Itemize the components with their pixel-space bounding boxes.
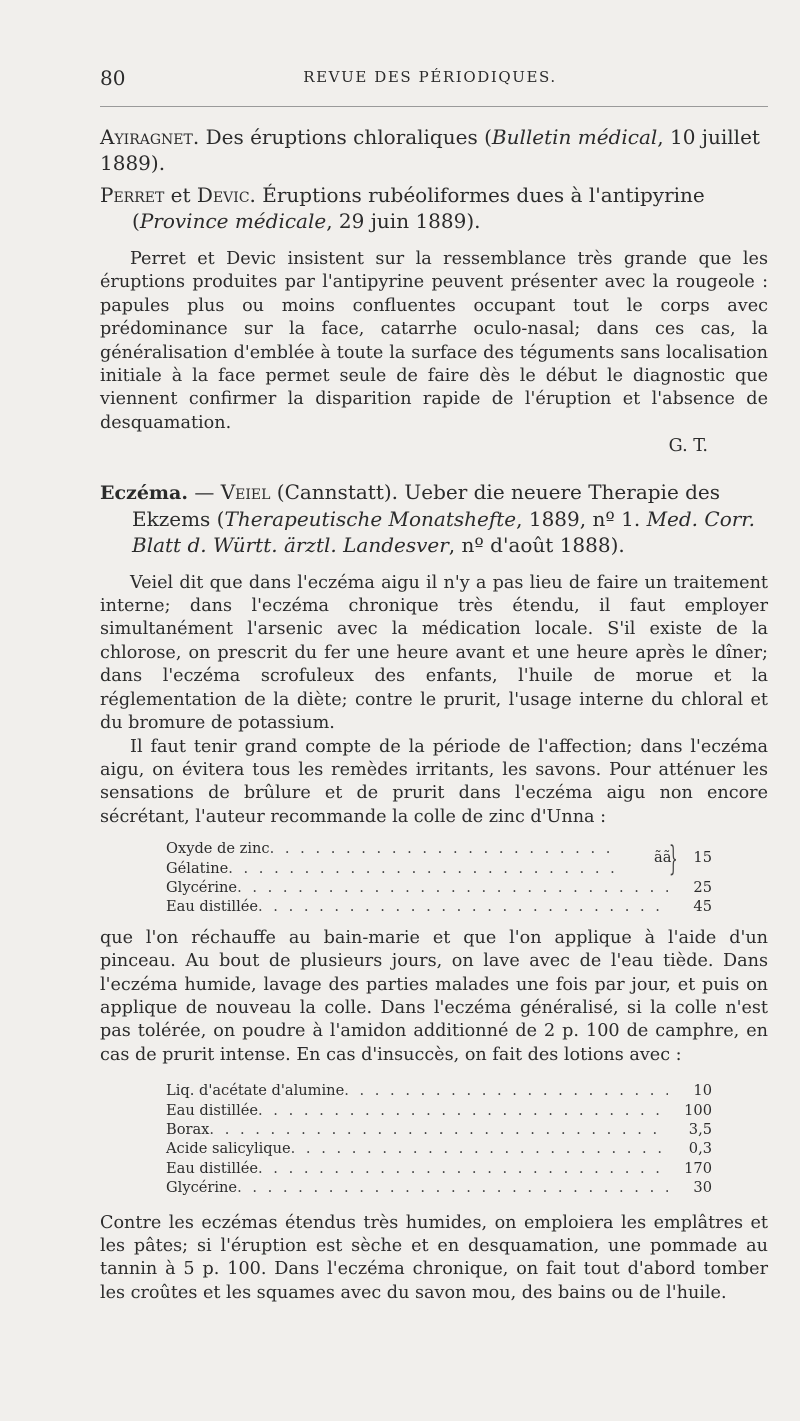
ingredient-name: Glycérine [166,1179,238,1197]
reference-issue: , 1889, nº 1. [516,506,647,531]
page-number: 80 [100,66,126,90]
header-rule [100,106,768,107]
ingredient-quantity: 100 [684,1101,712,1119]
recipe-row [166,839,712,858]
ingredient-quantity: 25 [693,878,712,896]
paragraph-veiel-2: Il faut tenir grand compte de la période de l'affection; dans l'eczéma aigu, on évitera tous les remèdes irritants, les savons. Pour atténuer les sensations de brûlure et de prurit dans l'eczéma aigu non encore sécrétant, l'auteur recommande la colle de zinc d'Unna : [100,736,768,827]
ingredient-quantity: 45 [693,898,712,916]
recipe-row [166,859,712,878]
recipe-row [166,1159,712,1178]
recipe-table-lotion [166,1081,712,1197]
ingredient-quantity: 0,3 [688,1140,712,1158]
leader-dots [237,1178,668,1197]
journal-title: Province médicale [139,209,327,233]
ingredient-name: Glycérine [166,878,238,896]
reference-perret-devic [100,182,768,234]
author-name: Ayiragnet. [100,125,200,149]
page-header [100,66,760,92]
reference-text: Des éruptions chloraliques ( [199,125,492,149]
recipe-row [166,1178,712,1197]
reference-title: Éruptions rubéoliformes dues à l'antipyrine ( [132,183,705,233]
paragraph-perret: Perret et Devic insistent sur la ressemblance très grande que les éruptions produites par l'antipyrine peuvent présenter avec la rougeole : papules plus ou moins confluentes occupant tout le corps avec prédominance sur la face, catarrhe oculo-nasal; dans ces cas, la généralisation d'emblée à toute la surface des téguments sans localisation initiale à la face permet seule de faire dès le début le diagnostic que viennent confirmer la disparition rapide de l'éruption et l'absence de desquamation. [100,249,768,433]
ingredient-quantity: 170 [684,1159,712,1177]
paragraph-veiel-1: Veiel dit que dans l'eczéma aigu il n'y a pas lieu de faire un traitement interne; dans l'eczéma chronique très étendu, il faut employer simultanément l'arsenic avec la médication locale. S'il existe de la chlorose, on prescrit du fer une heure avant et une heure après le dîner; dans l'eczéma scrofuleux des enfants, l'huile de morue et la réglementation de la diète; contre le prurit, l'usage interne du chloral et du bromure de potassium. [100,572,768,734]
signature: G. T. [668,436,708,457]
leader-dots [291,1139,668,1158]
ingredient-name: Acide salicylique [166,1140,291,1158]
recipe-row [166,1081,712,1100]
leader-dots [258,1159,668,1178]
conjunction: et [164,183,197,207]
reference-veiel [100,479,768,558]
recipe-table-zinc [166,839,712,917]
recipe-row [166,1120,712,1139]
reference-date: , 10 juillet 1889). [100,125,760,175]
journal-title: Med. Corr. Blatt d. Württ. ärztl. Landesver [132,506,756,557]
recipe-row [166,897,712,916]
leader-dots [237,878,668,897]
leader-dots [209,1120,668,1139]
quantity-value: 15 [693,849,712,867]
dash: — [187,479,221,504]
author-name: Perret [100,183,165,207]
author-name: Devic. [196,183,256,207]
leader-dots [270,839,620,858]
recipe-row [166,1139,712,1158]
ingredient-name: Borax [166,1121,210,1138]
ingredient-name: Liq. d'acétate d'alumine [166,1082,345,1100]
paragraph-veiel-4: Contre les eczémas étendus très humides, on emploiera les emplâtres et les pâtes; si l'éruption est sèche et en desquamation, une pommade au tannin à 5 p. 100. Dans l'eczéma chronique, on fait tout d'abord tomber les croûtes et les squames avec du savon mou, des bains ou de l'huile. [100,1212,768,1303]
leader-dots [258,897,668,916]
leader-dots [258,1101,668,1120]
leader-dots [228,859,620,878]
recipe-row [166,878,712,897]
paragraph-veiel-3: que l'on réchauffe au bain-marie et que l'on applique à l'aide d'un pinceau. Au bout de plusieurs jours, on lave avec de l'eau tiède. Dans l'eczéma humide, lavage des parties malades une fois par jour, et puis on applique de nouveau la colle. Dans l'eczéma généralisé, si la colle n'est pas tolérée, on poudre à l'amidon additionné de 2 p. 100 de camphre, en cas de prurit intense. En cas d'insuccès, on fait des lotions avec : [100,927,768,1065]
ingredient-name: Gélatine [166,859,229,877]
section-heading: Eczéma. [100,481,188,504]
reference-date: , nº d'août 1888). [448,532,625,557]
reference-date: , 29 juin 1889). [326,209,481,233]
recipe-row [166,1101,712,1120]
ingredient-name: Eau distillée [166,1101,259,1119]
ingredient-quantity: 30 [693,1179,712,1197]
journal-title: Therapeutische Monatshefte [224,506,517,531]
brace: } [669,839,678,880]
leader-dots [344,1081,668,1100]
running-title: REVUE DES PÉRIODIQUES. [303,68,557,86]
page-body [100,124,768,1305]
ingredient-name: Eau distillée [166,1159,259,1177]
ingredient-name: Eau distillée [166,898,259,916]
reference-title: (Cannstatt). Ueber die neuere Therapie des Ekzems ( [132,479,721,531]
shared-quantity [648,848,712,867]
reference-ayiragnet [100,124,768,176]
ingredient-quantity: 3,5 [688,1121,712,1138]
quantity-label: ãã [654,849,672,867]
ingredient-quantity: 10 [693,1082,712,1100]
author-name: Veiel [220,479,271,504]
ingredient-name: Oxyde de zinc [166,840,270,858]
journal-title: Bulletin médical [491,125,658,149]
